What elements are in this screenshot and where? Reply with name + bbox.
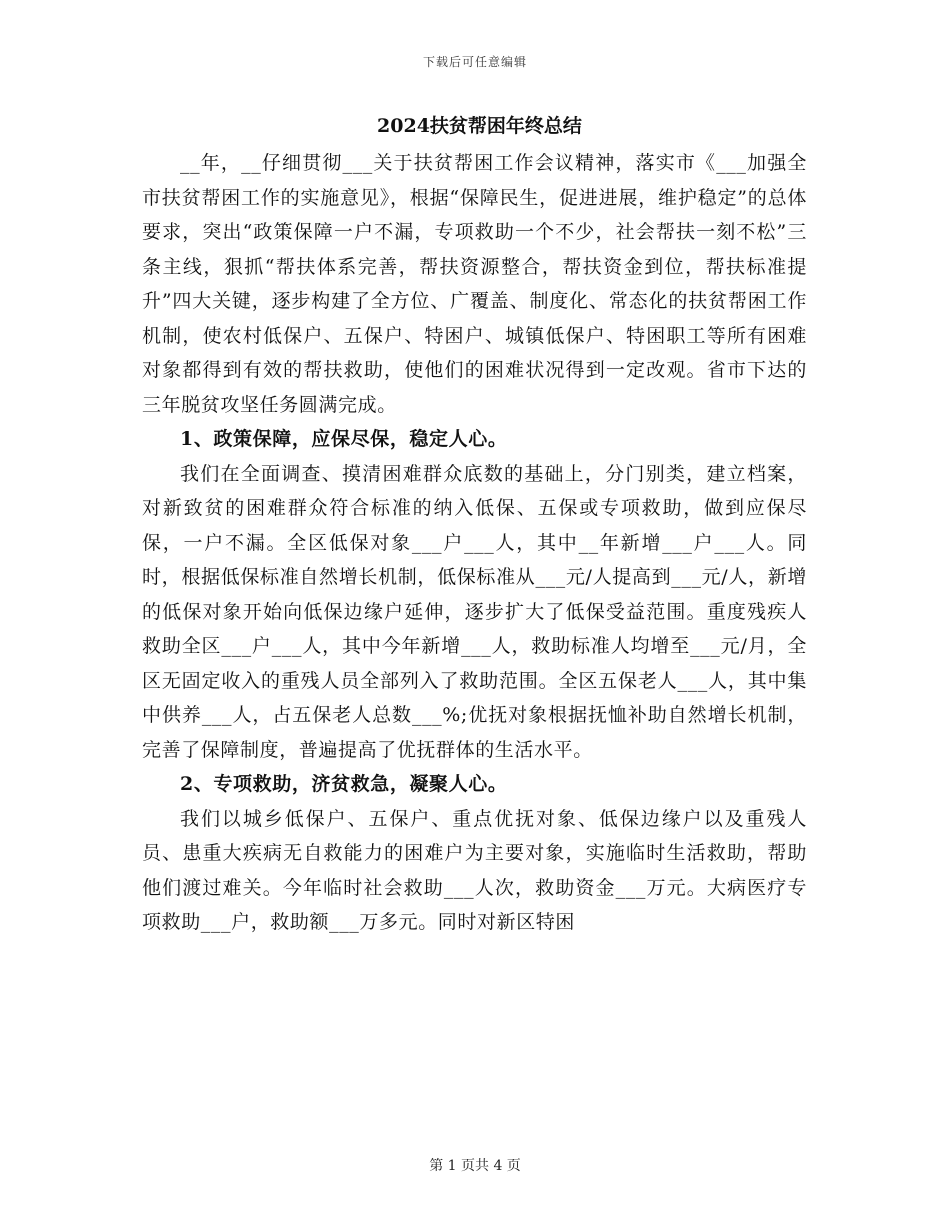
document-title: 2024扶贫帮困年终总结 [377, 115, 582, 137]
section-heading-2: 2、专项救助，济贫救急，凝聚人心。 [180, 773, 508, 795]
section-2-paragraph: 我们以城乡低保户、五保户、重点优抚对象、低保边缘户以及重残人员、患重大疾病无自救能力的困难户为主要对象，实施临时生活救助，帮助他们渡过难关。今年临时社会救助___人次，救助资金___万元。大病医疗专项救助___户，救助额___万多元。同时对新区特困 [142, 807, 807, 933]
intro-paragraph: __年，__仔细贯彻___关于扶贫帮困工作会议精神，落实市《___加强全市扶贫帮困工作的实施意见》，根据“保障民生，促进进展，维护稳定”的总体要求，突出“政策保障一户不漏，专项救助一个不少，社会帮扶一刻不松”三条主线，狠抓“帮扶体系完善，帮扶资源整合，帮扶资金到位，帮扶标准提升”四大关键，逐步构建了全方位、广覆盖、制度化、常态化的扶贫帮困工作机制，使农村低保户、五保户、特困户、城镇低保户、特困职工等所有困难对象都得到有效的帮扶救助，使他们的困难状况得到一定改观。省市下达的三年脱贫攻坚任务圆满完成。 [142, 152, 807, 416]
section-heading-1: 1、政策保障，应保尽保，稳定人心。 [180, 428, 508, 450]
page-number: 第 1 页共 4 页 [429, 1158, 521, 1174]
section-1-paragraph: 我们在全面调查、摸清困难群众底数的基础上，分门别类，建立档案，对新致贫的困难群众符合标准的纳入低保、五保或专项救助，做到应保尽保，一户不漏。全区低保对象___户___人，其中__年新增___户___人。同时，根据低保标准自然增长机制，低保标准从___元/人提高到___元/人，新增的低保对象开始向低保边缘户延伸，逐步扩大了低保受益范围。重度残疾人救助全区___户___人，其中今年新增___人，救助标准人均增至___元/月，全区无固定收入的重残人员全部列入了救助范围。全区五保老人___人，其中集中供养___人，占五保老人总数___%;优抚对象根据抚恤补助自然增长机制，完善了保障制度，普遍提高了优抚群体的生活水平。 [142, 462, 807, 761]
document-body [142, 108, 807, 940]
page-header-note: 下载后可任意编辑 [422, 55, 527, 69]
